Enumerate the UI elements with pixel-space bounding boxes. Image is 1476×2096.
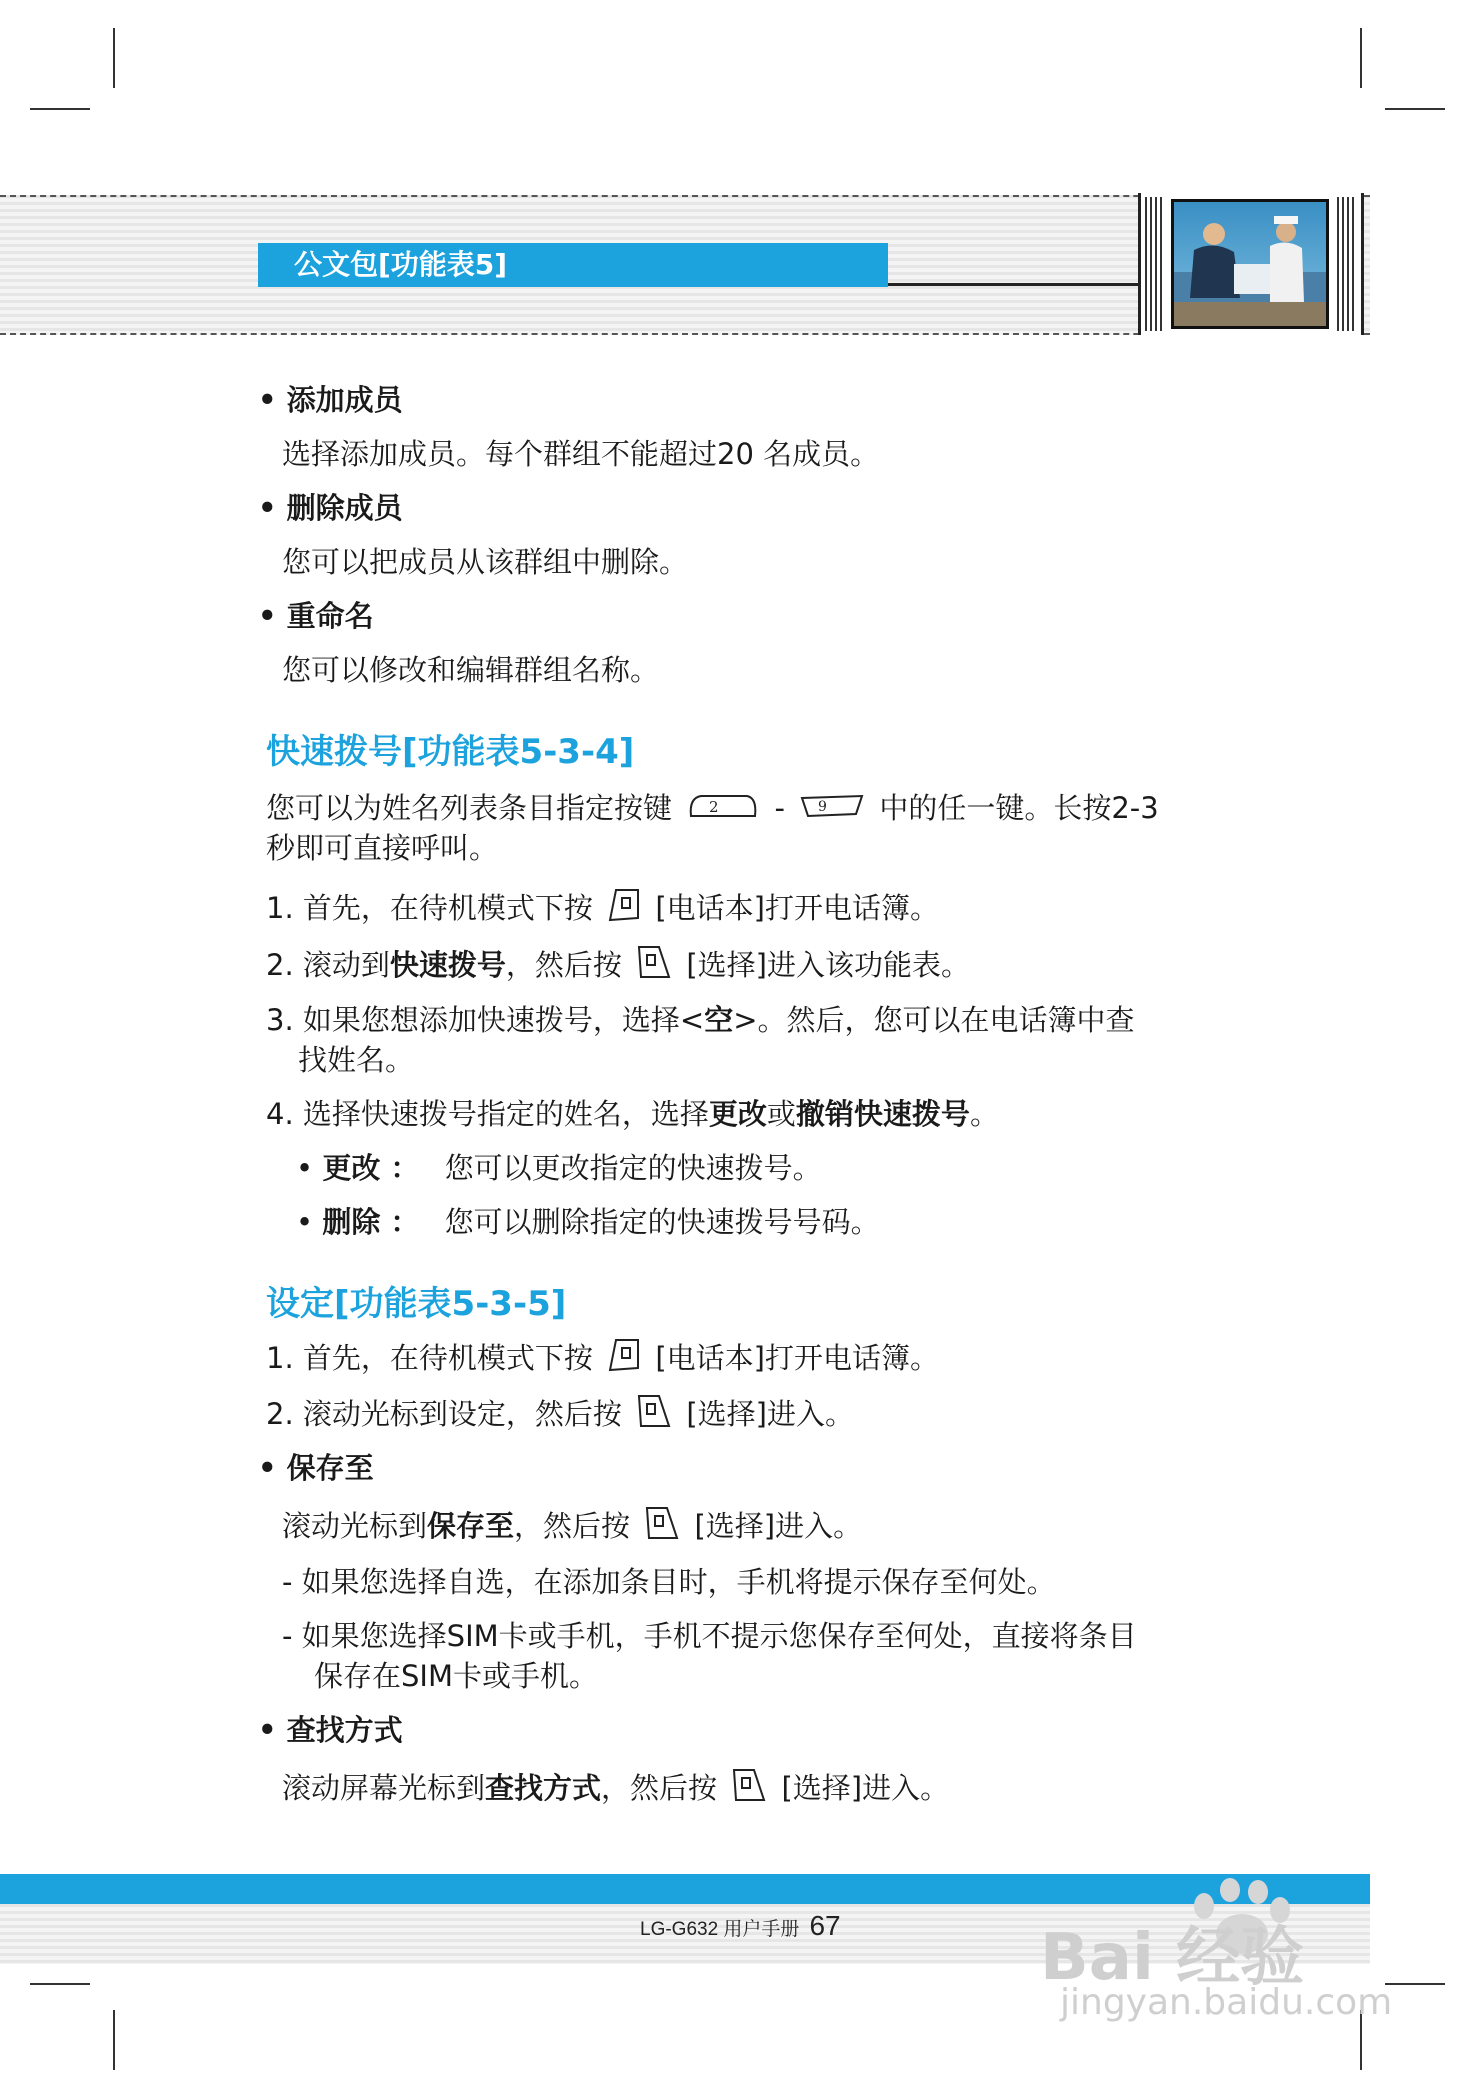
settings-step-1 — [266, 1338, 939, 1382]
speed-step-1 — [266, 888, 939, 932]
sub-title: 删除 ： — [322, 1205, 420, 1239]
step-text: 2. 滚动到 — [266, 948, 390, 982]
key-2-icon — [687, 790, 759, 830]
page-title: 公文包[功能表5] — [258, 243, 888, 287]
step-text: 滚动屏幕光标到 — [282, 1771, 486, 1805]
photo-image — [1174, 202, 1326, 326]
select-key-icon — [637, 945, 671, 989]
delete-member-title: 删除成员 — [286, 491, 403, 525]
step-text: ，然后按 — [601, 1771, 718, 1805]
save-to-option-2-cont: 保存在SIM卡或手机。 — [314, 1659, 598, 1693]
search-method-desc — [282, 1768, 949, 1812]
sub-title: 更改 ： — [322, 1151, 420, 1185]
manual-name: LG-G632 用户手册 — [640, 1919, 800, 1940]
step-text: [选择]进入。 — [686, 1397, 854, 1431]
speed-step-3 — [266, 1000, 1135, 1040]
step-text: 1. 首先，在待机模式下按 — [266, 891, 593, 925]
crop-mark — [1360, 28, 1362, 88]
crop-mark — [1385, 1983, 1445, 1985]
rename-title: 重命名 — [286, 599, 374, 633]
bullet-delete-member: • 删除成员 — [258, 491, 403, 525]
header-photo-frame — [1138, 193, 1364, 335]
speed-dial-intro-line2: 秒即可直接呼叫。 — [266, 831, 499, 865]
step-text: ，然后按 — [514, 1509, 631, 1543]
page-number: 67 — [809, 1910, 841, 1941]
select-key-icon — [645, 1506, 679, 1550]
step-text: >。然后，您可以在电话簿中查 — [733, 1003, 1135, 1037]
speed-step-3-cont: 找姓名。 — [298, 1043, 415, 1077]
search-method-title: 查找方式 — [286, 1713, 403, 1747]
step-text: [选择]进入。 — [694, 1509, 863, 1543]
crop-mark — [30, 1983, 90, 1985]
select-key-icon — [732, 1768, 766, 1812]
intro-text: 您可以为姓名列表条目指定按键 — [266, 791, 673, 825]
step-bold: 空 — [704, 1003, 734, 1037]
step-text: 1. 首先，在待机模式下按 — [266, 1341, 593, 1375]
title-rule — [888, 283, 1138, 286]
select-key-icon — [637, 1394, 671, 1438]
frame-bars — [1145, 197, 1165, 331]
step-text: [电话本]打开电话簿。 — [655, 891, 939, 925]
step-text: ，然后按 — [505, 948, 622, 982]
speed-dial-intro — [266, 788, 1159, 830]
key-9-icon — [800, 790, 864, 830]
sub-desc: 您可以删除指定的快速拨号号码。 — [444, 1205, 880, 1239]
step-text: 。 — [969, 1097, 999, 1131]
step-text: [选择]进入。 — [781, 1771, 950, 1805]
step-bold: 保存至 — [427, 1509, 515, 1543]
intro-text-2: 中的任一键。长按2-3 — [879, 791, 1159, 825]
step-bold: 查找方式 — [485, 1771, 602, 1805]
bullet-rename: • 重命名 — [258, 599, 374, 633]
crop-mark — [113, 28, 115, 88]
step-text: 3. 如果您想添加快速拨号，选择< — [266, 1003, 705, 1037]
rename-desc: 您可以修改和编辑群组名称。 — [282, 653, 660, 687]
sub-bullet-change: • 更改 ： 您可以更改指定的快速拨号。 — [296, 1151, 822, 1185]
bullet-save-to: • 保存至 — [258, 1451, 374, 1485]
step-bold: 撤销快速拨号 — [795, 1097, 970, 1131]
sub-desc: 您可以更改指定的快速拨号。 — [444, 1151, 822, 1185]
step-text: 4. 选择快速拨号指定的姓名，选择 — [266, 1097, 709, 1131]
header-photo — [1171, 199, 1329, 329]
save-to-option-2: - 如果您选择SIM卡或手机，手机不提示您保存至何处，直接将条目 — [282, 1619, 1137, 1653]
step-text: 2. 滚动光标到设定，然后按 — [266, 1397, 622, 1431]
speed-dial-heading: 快速拨号[功能表5-3-4] — [266, 732, 635, 772]
footer-label — [640, 1910, 841, 1942]
save-to-title: 保存至 — [286, 1451, 374, 1485]
step-bold: 快速拨号 — [389, 948, 506, 982]
step-text: 或 — [766, 1097, 796, 1131]
step-text: [选择]进入该功能表。 — [686, 948, 970, 982]
crop-mark — [30, 108, 90, 110]
add-member-desc: 选择添加成员。每个群组不能超过20 名成员。 — [282, 437, 880, 471]
settings-step-2 — [266, 1394, 854, 1438]
sub-bullet-delete: • 删除 ： 您可以删除指定的快速拨号号码。 — [296, 1205, 880, 1239]
save-to-desc — [282, 1506, 862, 1550]
phonebook-key-icon — [608, 1338, 640, 1382]
add-member-title: 添加成员 — [286, 383, 403, 417]
key-9-label: 9 — [818, 799, 828, 815]
bullet-add-member: • 添加成员 — [258, 383, 403, 417]
crop-mark — [1385, 108, 1445, 110]
watermark-url: jingyan.baidu.com — [1060, 1982, 1393, 2023]
key-2-label: 2 — [709, 798, 719, 816]
delete-member-desc: 您可以把成员从该群组中删除。 — [282, 545, 689, 579]
step-text: 滚动光标到 — [282, 1509, 428, 1543]
watermark-brand: Bai 经验 — [1040, 1921, 1305, 1995]
speed-step-4 — [266, 1094, 999, 1134]
bullet-search-method: • 查找方式 — [258, 1713, 403, 1747]
speed-step-2 — [266, 945, 970, 989]
phonebook-key-icon — [608, 888, 640, 932]
footer-bar — [0, 1874, 1370, 1904]
intro-dash: - — [774, 791, 785, 825]
frame-bars — [1337, 197, 1357, 331]
save-to-option-1: - 如果您选择自选，在添加条目时，手机将提示保存至何处。 — [282, 1565, 1056, 1599]
step-bold: 更改 — [708, 1097, 767, 1131]
crop-mark — [113, 2010, 115, 2070]
settings-heading: 设定[功能表5-3-5] — [266, 1284, 567, 1324]
step-text: [电话本]打开电话簿。 — [655, 1341, 939, 1375]
